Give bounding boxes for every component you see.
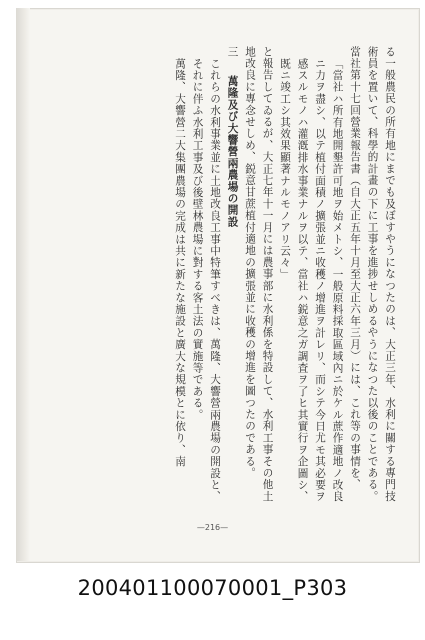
body-paragraph: る一般農民の所有地にまでも及ぼすやうになつたのは、大正三年、水利に關する專門技術員を置いて、科學的計畫の下に工事を進捗せしめるやうになつた以後のことである。當社第十七回營業報告書（自大正五年十月至大正六年三月）には、これ等の事情を、 bbox=[349, 46, 396, 503]
vertical-text-block bbox=[48, 46, 398, 511]
section-number: 三 bbox=[226, 46, 239, 58]
body-paragraph: と報告してゐるが、大正七年十一月には農事部に水利係を特設して、水利工事その他土地改良に專念せしめ、鋭意甘蔗植付適地の擴張並に收穫の增進を圖つたのである。 bbox=[244, 46, 274, 503]
body-paragraph: 萬隆、大響營二大集團農場の完成は共に新たな施設と廣大な規模とに依り、南 bbox=[174, 58, 186, 468]
section-title: 萬隆及び大響營兩農場の開設 bbox=[226, 75, 239, 228]
quoted-report-paragraph: 「當社ハ所有地開墾許可地ヲ始メトシ、一般原料採取區域內ニ於ケル蔗作適地ノ改良ニ力ヲ盡シ、以テ植付面積ノ擴張並ニ收穫ノ增進ヲ計レリ、而シテ今日尤モ其必要ヲ感スルモノハ灌漑排水事業ナルヲ以テ、當社ハ鋭意之ガ調査ヲ了ヒ其實行ヲ企圖シ、既ニ竣工シ其效果顯著ナルモノアリ云々」 bbox=[279, 58, 344, 503]
section-heading bbox=[223, 46, 241, 511]
image-id-caption: 200401100070001_P303 bbox=[77, 576, 348, 600]
body-paragraph: これらの水利事業並に土地改良工事中特筆すべきは、萬隆、大響營兩農場の開設と、それに伴ふ水利工事及び後壁林農場に對する客土法の實施等である。 bbox=[191, 58, 221, 503]
page-binding-shadow bbox=[16, 8, 30, 561]
page-number: —216— bbox=[196, 523, 229, 532]
